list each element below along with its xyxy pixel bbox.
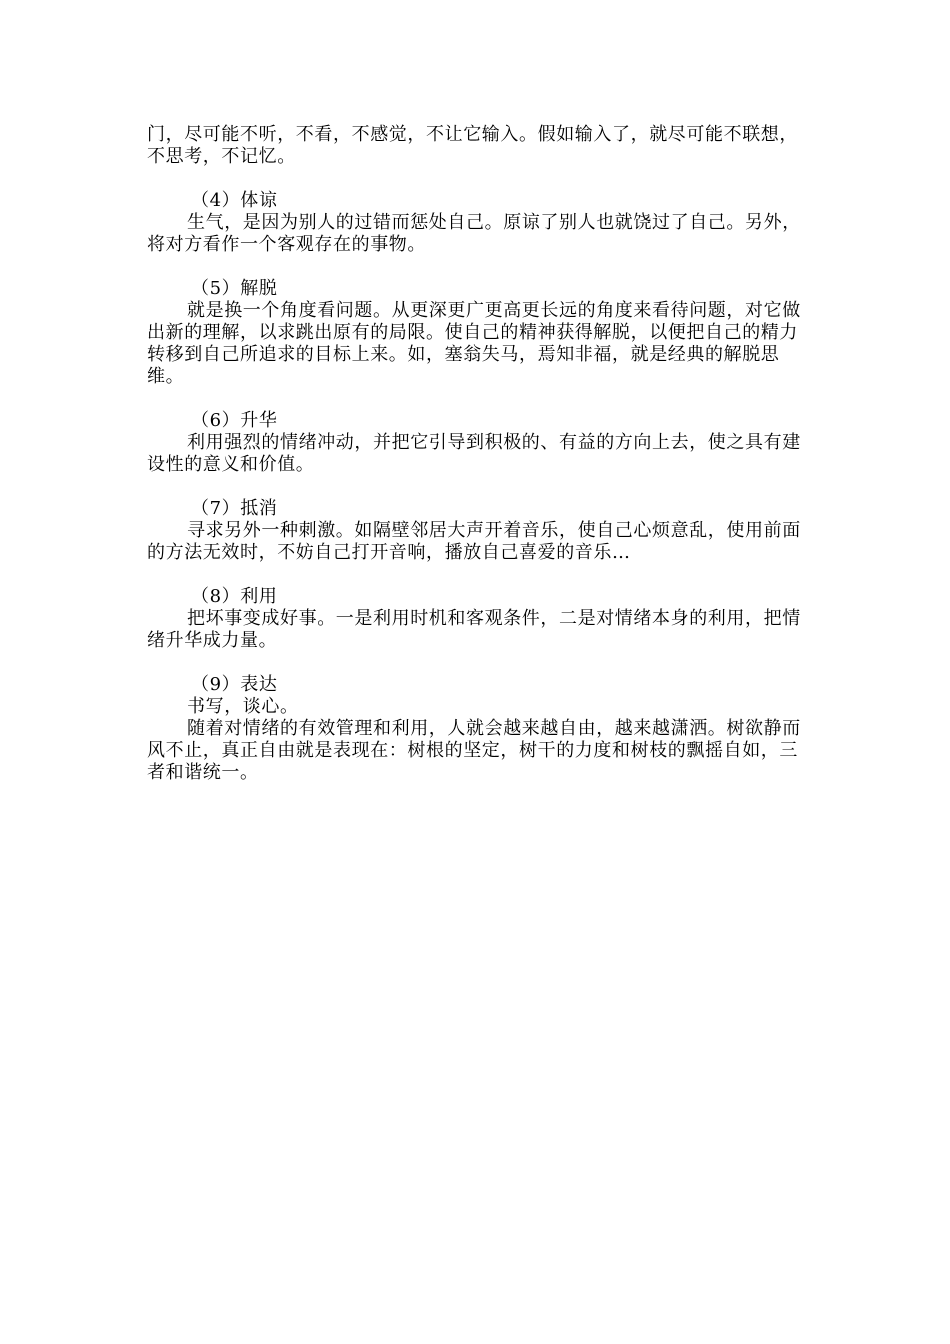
section-heading-9: （9）表达 <box>191 674 278 695</box>
section-paragraph-5: 就是换一个角度看问题。从更深更广更高更长远的角度来看待问题，对它做出新的理解，以求跳出原有的局限。使自己的精神获得解脱，以便把自己的精力转移到自己所追求的目标上来。如，塞翁失马，焉知非福，就是经典的解脱思维。 <box>147 300 801 387</box>
document-page <box>147 124 807 784</box>
spacer <box>147 388 807 410</box>
section-paragraph-9-a: 书写，谈心。 <box>187 696 299 717</box>
spacer <box>147 652 807 674</box>
intro-paragraph: 门，尽可能不听，不看，不感觉，不让它输入。假如输入了，就尽可能不联想，不思考，不记忆。 <box>147 124 798 167</box>
section-paragraph-7: 寻求另外一种刺激。如隔壁邻居大声开着音乐，使自己心烦意乱，使用前面的方法无效时，不妨自己打开音响，播放自己喜爱的音乐… <box>147 520 801 563</box>
section-heading-4: （4）体谅 <box>191 190 278 211</box>
section-paragraph-6: 利用强烈的情绪冲动，并把它引导到积极的、有益的方向上去，使之具有建设性的意义和价值。 <box>147 432 801 475</box>
spacer <box>147 256 807 278</box>
section-heading-7: （7）抵消 <box>191 498 278 519</box>
spacer <box>147 564 807 586</box>
section-paragraph-8: 把坏事变成好事。一是利用时机和客观条件，二是对情绪本身的利用，把情绪升华成力量。 <box>147 608 801 651</box>
section-heading-5: （5）解脱 <box>191 278 278 299</box>
spacer <box>147 168 807 190</box>
section-heading-8: （8）利用 <box>191 586 278 607</box>
section-paragraph-9-b: 随着对情绪的有效管理和利用，人就会越来越自由，越来越潇洒。树欲静而风不止，真正自由就是表现在：树根的坚定，树干的力度和树枝的飘摇自如，三者和谐统一。 <box>147 718 801 783</box>
spacer <box>147 476 807 498</box>
section-heading-6: （6）升华 <box>191 410 278 431</box>
section-paragraph-4: 生气，是因为别人的过错而惩处自己。原谅了别人也就饶过了自己。另外，将对方看作一个客观存在的事物。 <box>147 212 801 255</box>
